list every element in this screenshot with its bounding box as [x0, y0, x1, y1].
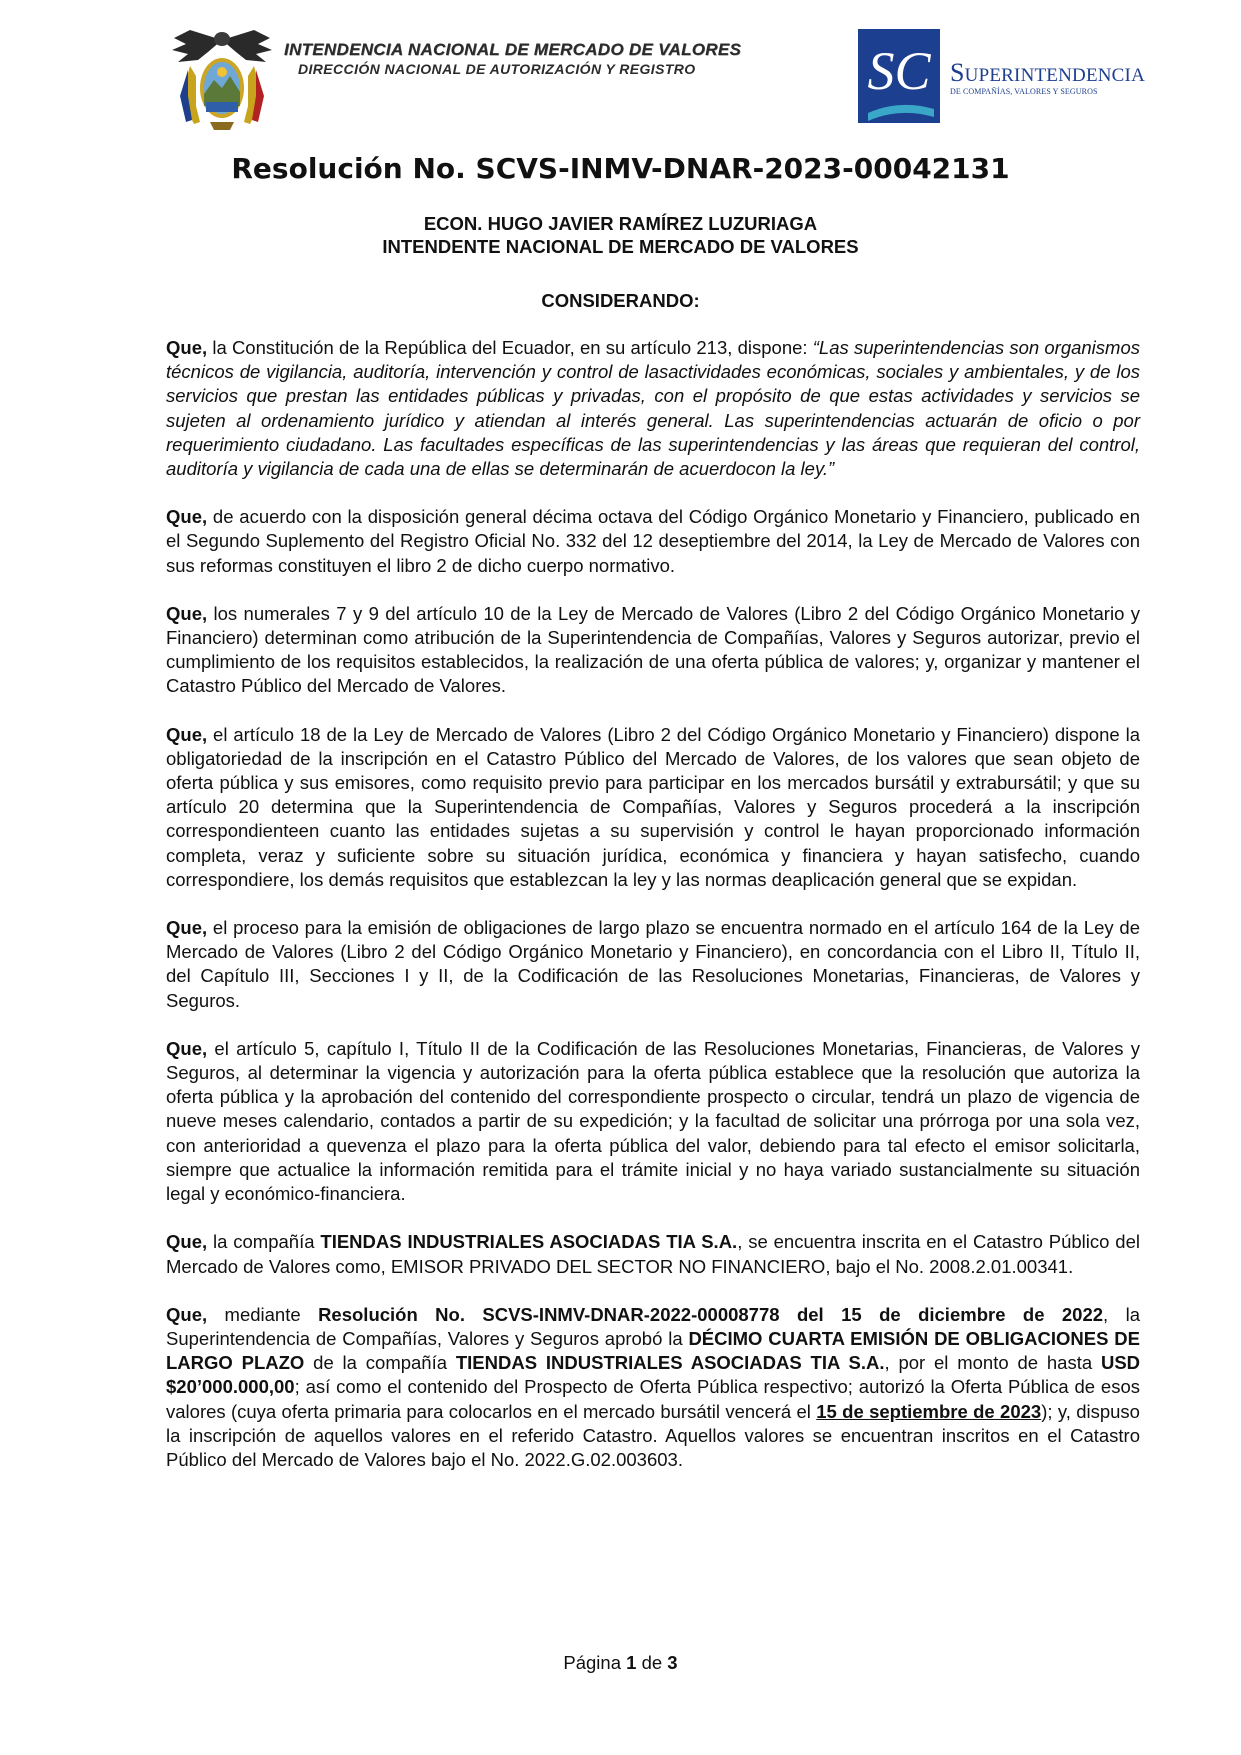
brand-initial: S — [950, 58, 965, 87]
letterhead — [0, 0, 1241, 140]
paragraph-lead: Que, — [166, 723, 208, 745]
authority-block — [0, 212, 1241, 258]
paragraph-text: , por el monto de hasta — [884, 1352, 1101, 1374]
page-current: 1 — [626, 1652, 637, 1673]
page-label: Página — [563, 1652, 621, 1673]
paragraph-6 — [166, 1037, 1140, 1206]
paragraph-3 — [166, 602, 1140, 699]
paragraph-8 — [166, 1303, 1140, 1472]
paragraph-text: el artículo 5, capítulo I, Título II de la Codificación de las Resoluciones Monetarias, Financieras, de Valores y Seguros, al determinar la vigencia y autorización para la oferta pública establece que la resolución que autoriza la oferta pública y la aprobación del contenido del correspondiente prospecto o circular, tendrá un plazo de vigencia de nueve meses calendario, contados a partir de su expedición; y la facultad de solicitar una prórroga por una sola vez, con anterioridad a quevenza el plazo para la oferta pública del valor, debiendo para tal efecto el emisor solicitarla, siempre que actualice la información remitida para el trámite inicial y no haya variado sustancialmente su situación legal y económico-financiera. — [166, 1037, 1140, 1205]
sc-logo-letters: SC — [867, 41, 931, 101]
superintendencia-brand — [950, 58, 1145, 96]
paragraph-lead: Que, — [166, 1037, 208, 1059]
paragraph-text: mediante — [207, 1303, 319, 1325]
paragraph-lead: Que, — [166, 1231, 208, 1253]
page-total: 3 — [667, 1652, 678, 1673]
paragraph-7 — [166, 1230, 1140, 1278]
paragraph-text: el artículo 18 de la Ley de Mercado de Valores (Libro 2 del Código Orgánico Monetario y Financiero) dispone la obligatoriedad de la inscripción en el Catastro Público del Mercado de Valores, de los valores que sean objeto de oferta pública y sus emisores, como requisito previo para participar en los mercados bursátil y extrabursátil; y que su artículo 20 determina que la Superintendencia de Compañías, Valores y Seguros procederá a la inscripción correspondienteen cuanto las entidades sujetas a su supervisión y control le hayan proporcionado información completa, veraz y suficiente sobre su situación jurídica, económica y financiera y hayan satisfecho, cuando correspondiere, los demás requisitos que establezcan la ley y las normas deaplicación general que se expidan. — [166, 723, 1140, 890]
coat-of-arms-icon — [170, 26, 274, 134]
paragraph-text: los numerales 7 y 9 del artículo 10 de la Ley de Mercado de Valores (Libro 2 del Código Orgánico Monetario y Financiero) determinan como atribución de la Superintendencia de Compañías, Valores y Seguros autorizar, previo el cumplimiento de los requisitos establecidos, la realización de una oferta pública de valores; y, organizar y mantener el Catastro Público del Mercado de Valores. — [166, 602, 1140, 697]
paragraph-lead: Que, — [166, 917, 208, 939]
document-body — [166, 336, 1140, 1496]
authority-name: ECON. HUGO JAVIER RAMÍREZ LUZURIAGA — [423, 213, 818, 234]
constitution-quote: “Las superintendencias son organismos técnicos de vigilancia, auditoría, intervención y control de lasactividades económicas, sociales y ambientales, y de los servicios que prestan las entidades públicas y privadas, con el propósito de que estas actividades y servicios se sujeten al ordenamiento jurídico y atiendan al interés general. Las superintendencias actuarán de oficio o por requerimiento ciudadano. Las facultades específicas de las superintendencias y las áreas que requieran del control, auditoría y vigilancia de cada una de ellas se determinarán de acuerdocon la ley.” — [166, 337, 1140, 480]
sc-logo-icon — [858, 29, 940, 123]
paragraph-5 — [166, 916, 1140, 1013]
brand-subtitle: DE COMPAÑÍAS, VALORES Y SEGUROS — [950, 87, 1098, 96]
letterhead-direccion: DIRECCIÓN NACIONAL DE AUTORIZACIÓN Y REGISTRO — [298, 61, 696, 77]
emission-amount: USD $20’000.000,00 — [166, 1352, 1141, 1398]
paragraph-lead: Que, — [166, 337, 208, 358]
paragraph-1 — [166, 336, 1140, 481]
considerando-heading: CONSIDERANDO: — [541, 290, 700, 311]
paragraph-text: , la Superintendencia de Compañías, Valores y Seguros aprobó la — [166, 1303, 1140, 1349]
brand-rest: UPERINTENDENCIA — [964, 65, 1145, 86]
paragraph-lead: Que, — [166, 506, 208, 528]
company-name: TIENDAS INDUSTRIALES ASOCIADAS TIA S.A. — [455, 1352, 885, 1374]
paragraph-text: ; así como el contenido del Prospecto de Oferta Pública respectivo; autorizó la Oferta Pública de esos valores (cuya oferta primaria para colocarlos en el mercado bursátil vencerá el — [166, 1376, 1140, 1422]
paragraph-text: la Constitución de la República del Ecuador, en su artículo 213, dispone: — [207, 337, 813, 358]
paragraph-4 — [166, 723, 1140, 892]
paragraph-text: ); y, dispuso la inscripción de aquellos valores en el referido Catastro. Aquellos valores se encuentran inscritos en el Catastro Público del Mercado de Valores bajo el No. 2022.G.02.003603. — [166, 1400, 1140, 1470]
paragraph-text: la compañía — [207, 1231, 321, 1253]
prior-resolution-reference: Resolución No. SCVS-INMV-DNAR-2022-00008778 del 15 de diciembre de 2022 — [318, 1303, 1104, 1325]
paragraph-lead: Que, — [166, 1303, 208, 1325]
brand-name — [950, 58, 1145, 88]
paragraph-text: , se encuentra inscrita en el Catastro Público del Mercado de Valores como, EMISOR PRIVADO DEL SECTOR NO FINANCIERO, bajo el No. 2008.2.01.00341. — [166, 1231, 1140, 1277]
paragraph-2 — [166, 505, 1140, 578]
letterhead-intendencia: INTENDENCIA NACIONAL DE MERCADO DE VALORES — [284, 40, 742, 59]
expiry-date: 15 de septiembre de 2023 — [816, 1400, 1042, 1422]
page-of: de — [641, 1652, 663, 1673]
paragraph-text: el proceso para la emisión de obligaciones de largo plazo se encuentra normado en el artículo 164 de la Ley de Mercado de Valores (Libro 2 del Código Orgánico Monetario y Financiero), en concordancia con el Libro II, Título II, del Capítulo III, Secciones I y II, de la Codificación de las Resoluciones Monetarias, Financieras, de Valores y Seguros. — [166, 917, 1140, 1011]
paragraph-text: de acuerdo con la disposición general décima octava del Código Orgánico Monetario y Financiero, publicado en el Segundo Suplemento del Registro Oficial No. 332 del 12 deseptiembre del 2014, la Ley de Mercado de Valores con sus reformas constituyen el libro 2 de dicho cuerpo normativo. — [166, 506, 1140, 576]
page-number — [0, 1652, 1241, 1674]
letterhead-titles — [284, 40, 824, 77]
company-name: TIENDAS INDUSTRIALES ASOCIADAS TIA S.A. — [320, 1231, 738, 1253]
resolution-title: Resolución No. SCVS-INMV-DNAR-2023-00042131 — [231, 152, 1010, 185]
paragraph-text: de la compañía — [304, 1352, 456, 1374]
emission-name: DÉCIMO CUARTA EMISIÓN DE OBLIGACIONES DE LARGO PLAZO — [166, 1327, 1140, 1374]
authority-position: INTENDENTE NACIONAL DE MERCADO DE VALORES — [382, 236, 859, 257]
paragraph-lead: Que, — [166, 602, 208, 624]
